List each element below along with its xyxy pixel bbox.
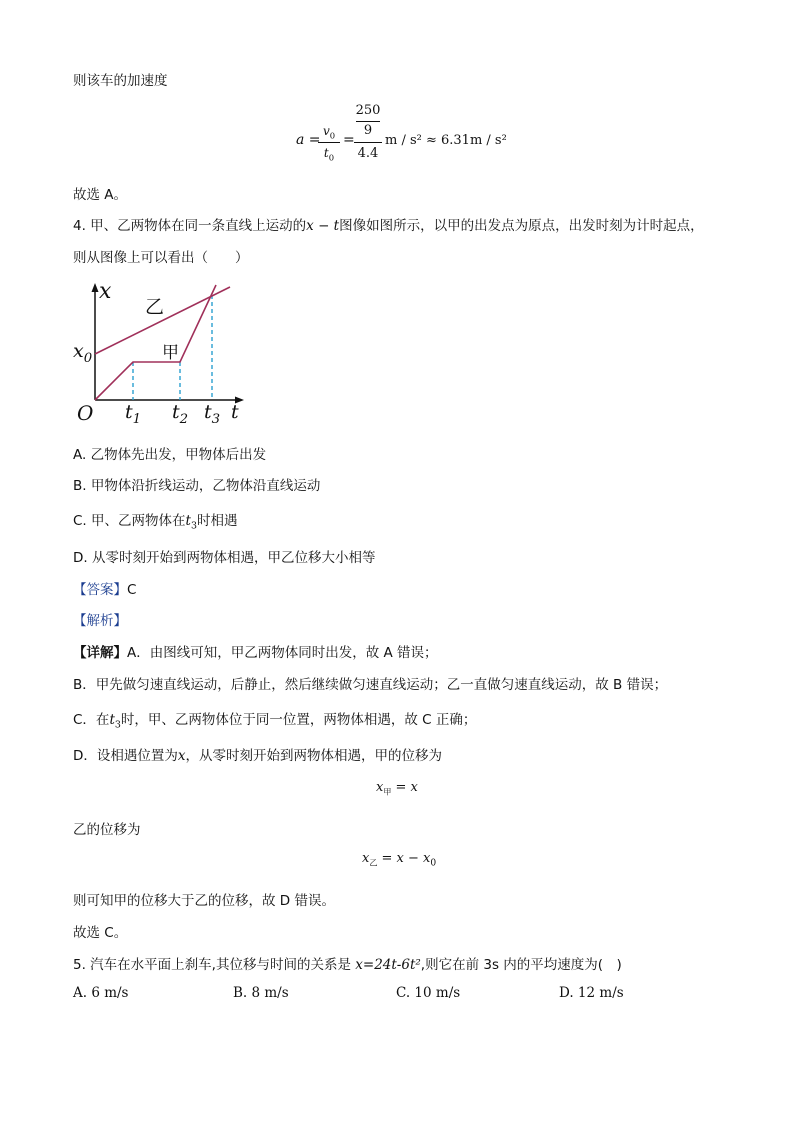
text-accel-intro: 则该车的加速度 <box>73 73 168 89</box>
graph-label-origin: O <box>77 401 94 425</box>
formula-outer-den: 4.4 <box>357 146 379 161</box>
q4-yi-displacement-label: 乙的位移为 <box>73 822 141 838</box>
graph-label-t3: $t_3$ <box>204 401 221 427</box>
formula-inner-den: 9 <box>363 123 373 138</box>
graph-label-x0: $x_0$ <box>73 340 93 366</box>
graph-label-t1: $t_1$ <box>125 401 142 427</box>
q5-option-c: C. 10 m/s <box>396 985 461 1001</box>
q4-choose-c: 故选 C。 <box>73 925 128 941</box>
q4-detail-a: 【详解】A．由图线可知，甲乙两物体同时出发，故 A 错误； <box>73 645 438 661</box>
equation-x-jia: $x_甲 = x$ <box>376 780 418 797</box>
formula-equals: = <box>343 132 355 148</box>
q4-detail-b: B．甲先做匀速直线运动，后静止，然后继续做匀速直线运动；乙一直做匀速直线运动，故 B 错误； <box>73 677 668 693</box>
q5-option-b: B. 8 m/s <box>233 985 289 1001</box>
fraction-bar-v0-t0 <box>318 142 340 143</box>
q4-detail-d: D．设相遇位置为x，从零时刻开始到两物体相遇，甲的位移为 <box>73 748 443 764</box>
q4-option-d: D. 从零时刻开始到两物体相遇，甲乙位移大小相等 <box>73 550 376 566</box>
q5-stem: 5. 汽车在水平面上刹车,其位移与时间的关系是 x=24t-6t²,则它在前 3s 内的平均速度为( ) <box>73 957 622 973</box>
text-choose-a: 故选 A。 <box>73 187 128 203</box>
fraction-bar-inner <box>356 121 380 122</box>
q4-answer: 【答案】C <box>73 582 137 598</box>
q4-option-c: C. 甲、乙两物体在$t_3$时相遇 <box>73 513 238 532</box>
q4-analysis-label: 【解析】 <box>73 613 127 629</box>
x-axis-arrow <box>92 283 99 292</box>
formula-inner-num: 250 <box>355 103 381 118</box>
graph-label-yi: 乙 <box>145 296 165 318</box>
q4-detail-c: C．在$t_3$时，甲、乙两物体位于同一位置，两物体相遇，故 C 正确； <box>73 712 477 731</box>
q5-option-d: D. 12 m/s <box>559 985 624 1001</box>
graph-label-jia: 甲 <box>162 343 179 363</box>
fraction-bar-outer <box>354 142 382 143</box>
q4-option-a: A. 乙物体先出发，甲物体后出发 <box>73 447 267 463</box>
formula-unit-result: m / s² ≈ 6.31m / s² <box>385 133 507 148</box>
q4-conclusion: 则可知甲的位移大于乙的位移，故 D 错误。 <box>73 893 335 909</box>
equation-x-yi: $x_乙 = x - x_0$ <box>362 851 437 869</box>
q4-stem-line2: 则从图像上可以看出（ ） <box>73 250 249 266</box>
formula-a-lhs: a = <box>296 132 321 148</box>
graph-label-x: x <box>99 279 112 304</box>
q4-stem-line1: 4. 甲、乙两物体在同一条直线上运动的x − t图像如图所示，以甲的出发点为原点，出发时刻为计时起点， <box>73 218 704 234</box>
graph-label-t2: $t_2$ <box>172 401 189 427</box>
formula-v0: $v_0$ <box>322 124 336 141</box>
q4-option-b: B. 甲物体沿折线运动，乙物体沿直线运动 <box>73 478 321 494</box>
formula-t0: $t_0$ <box>323 146 335 163</box>
graph-label-t: t <box>231 401 239 423</box>
q5-option-a: A. 6 m/s <box>73 985 129 1001</box>
